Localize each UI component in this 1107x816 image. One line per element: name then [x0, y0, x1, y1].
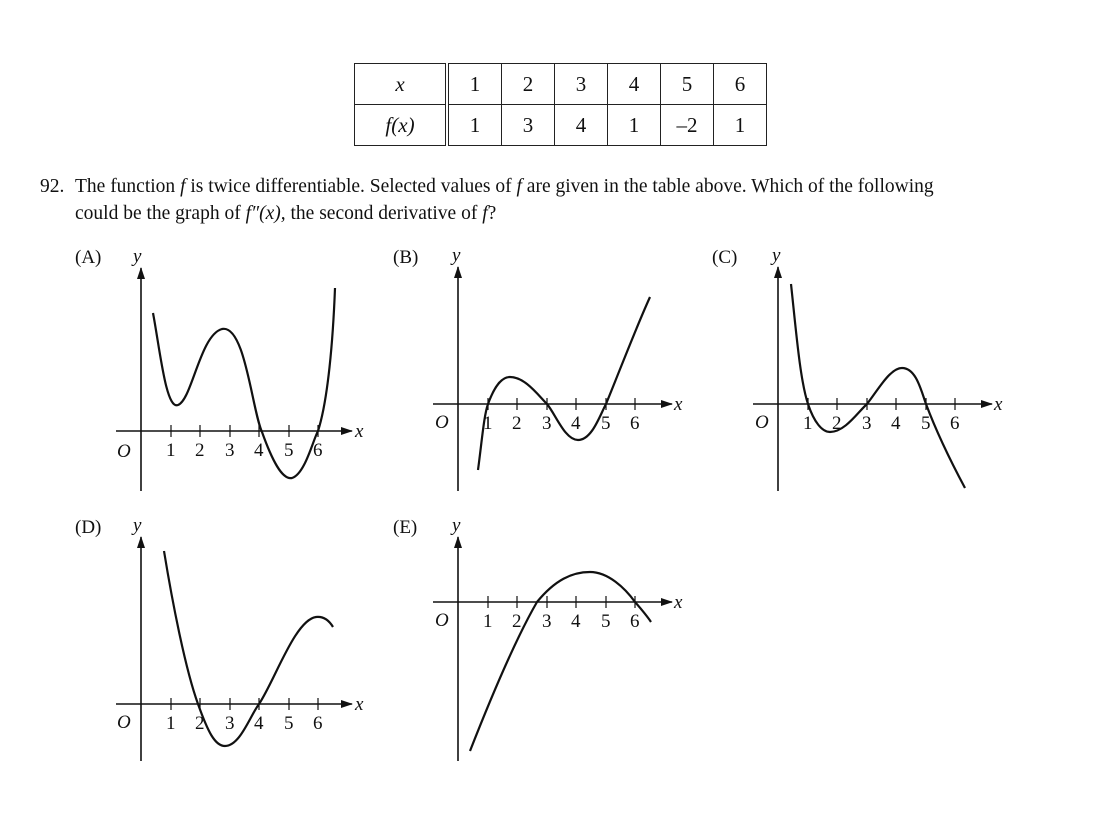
- x-value-cell: 2: [502, 64, 555, 105]
- tick-label: 5: [601, 611, 611, 632]
- tick-label: 6: [950, 413, 960, 434]
- x-header: x: [355, 64, 448, 105]
- graph-c: [753, 245, 1003, 491]
- x-axis-label: x: [355, 421, 364, 442]
- x-axis-label: x: [355, 694, 364, 715]
- tick-label: 5: [601, 413, 611, 434]
- tick-label: 3: [862, 413, 872, 434]
- fx-header: f(x): [355, 105, 448, 146]
- x-value-cell: 1: [447, 64, 502, 105]
- curve-d: [164, 551, 333, 746]
- origin-label: O: [435, 412, 449, 433]
- x-value-cell: 6: [714, 64, 767, 105]
- question-number: 92.: [40, 176, 65, 197]
- tick-label: 4: [254, 713, 264, 734]
- question-fragment: The function: [75, 176, 181, 197]
- curve-a: [153, 288, 335, 478]
- tick-label: 6: [630, 413, 640, 434]
- fx-value-cell: –2: [661, 105, 714, 146]
- function-symbol: f: [482, 203, 488, 224]
- fx-value-cell: 4: [555, 105, 608, 146]
- x-value-cell: 3: [555, 64, 608, 105]
- tick-label: 3: [542, 611, 552, 632]
- choice-e-label: (E): [393, 517, 418, 538]
- y-axis-label: y: [452, 245, 461, 266]
- y-axis-label: y: [452, 515, 461, 536]
- tick-label: 1: [483, 611, 493, 632]
- x-value-cell: 5: [661, 64, 714, 105]
- fx-value-cell: 1: [714, 105, 767, 146]
- origin-label: O: [117, 712, 131, 733]
- function-symbol: f: [516, 176, 522, 197]
- tick-label: 5: [284, 713, 294, 734]
- choice-b-label: (B): [393, 247, 419, 268]
- graph-d: [116, 515, 364, 761]
- tick-label: 4: [571, 413, 581, 434]
- tick-label: 3: [542, 413, 552, 434]
- graph-a: [116, 246, 364, 491]
- fx-value-cell: 1: [447, 105, 502, 146]
- tick-label: 6: [313, 713, 323, 734]
- question-fragment: ?: [487, 203, 497, 224]
- graph-b: [433, 245, 683, 491]
- tick-label: 5: [284, 440, 294, 461]
- tick-label: 2: [512, 413, 522, 434]
- tick-label: 1: [803, 413, 813, 434]
- x-value-cell: 4: [608, 64, 661, 105]
- origin-label: O: [117, 441, 131, 462]
- tick-label: 2: [832, 413, 842, 434]
- fx-value-cell: 1: [608, 105, 661, 146]
- question-fragment: is twice differentiable. Selected values of: [185, 176, 517, 197]
- question-fragment: are given in the table above. Which of the following: [521, 176, 934, 197]
- tick-label: 3: [225, 440, 235, 461]
- curve-e: [470, 572, 651, 751]
- fx-value-cell: 3: [502, 105, 555, 146]
- tick-label: 1: [166, 440, 176, 461]
- tick-label: 4: [891, 413, 901, 434]
- x-axis-label: x: [994, 394, 1003, 415]
- tick-label: 6: [313, 440, 323, 461]
- tick-label: 3: [225, 713, 235, 734]
- curve-b: [478, 297, 650, 470]
- tick-label: 4: [254, 440, 264, 461]
- choice-c-label: (C): [712, 247, 738, 268]
- question-fragment: the second derivative of: [285, 203, 483, 224]
- tick-label: 2: [195, 440, 205, 461]
- function-symbol: f: [180, 176, 186, 197]
- y-axis-label: y: [133, 246, 142, 267]
- tick-label: 4: [571, 611, 581, 632]
- y-axis-label: y: [772, 245, 781, 266]
- tick-label: 1: [166, 713, 176, 734]
- second-derivative-symbol: f″(x),: [245, 203, 286, 224]
- tick-label: 6: [630, 611, 640, 632]
- graph-e: [433, 515, 683, 761]
- tick-label: 2: [512, 611, 522, 632]
- x-axis-label: x: [674, 592, 683, 613]
- tick-label: 1: [483, 413, 493, 434]
- tick-label: 2: [195, 713, 205, 734]
- tick-label: 5: [921, 413, 931, 434]
- origin-label: O: [435, 610, 449, 631]
- curve-c: [791, 284, 965, 488]
- choice-a-label: (A): [75, 247, 102, 268]
- x-axis-label: x: [674, 394, 683, 415]
- question-fragment: could be the graph of: [75, 203, 246, 224]
- origin-label: O: [755, 412, 769, 433]
- y-axis-label: y: [133, 515, 142, 536]
- choice-d-label: (D): [75, 517, 102, 538]
